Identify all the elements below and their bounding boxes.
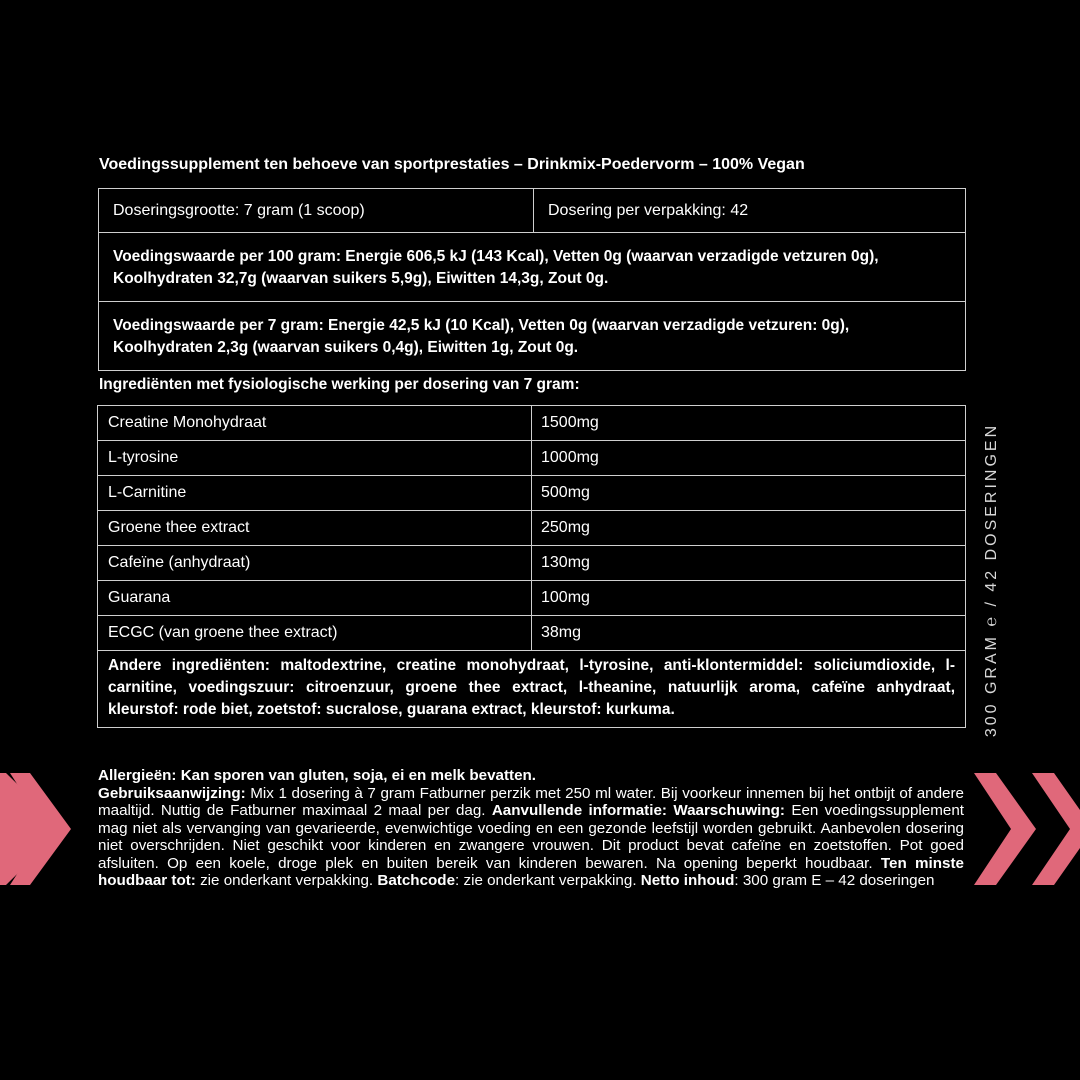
other-ingredients: Andere ingrediënten: maltodextrine, creatine monohydraat, l-tyrosine, anti-klontermiddel: soliciumdioxide, l-carnitine, voedingszuur: citroenzuur, groene thee extract, l-theanine, natuurlijk aroma, cafeïne anhydraat, kleurstof: rode biet, zoetstof: sucralose, guarana extract, kleurstof: kurkuma.	[108, 657, 955, 718]
ingredient-amount: 1500mg	[541, 414, 599, 431]
batch-text: : zie onderkant verpakking.	[455, 872, 641, 889]
table-row	[98, 546, 965, 581]
allergens: Allergieën: Kan sporen van gluten, soja, ei en melk bevatten.	[98, 767, 537, 784]
best-before-label: Ten minste houdbaar tot:	[98, 854, 964, 889]
ingredient-amount: 500mg	[541, 484, 590, 501]
ingredient-name: Creatine Monohydraat	[98, 406, 532, 440]
ingredient-name: Cafeïne (anhydraat)	[98, 546, 532, 580]
ingredient-name: Guarana	[98, 581, 532, 615]
ingredient-name: L-tyrosine	[98, 441, 532, 475]
chevron-right-icon	[0, 770, 75, 888]
serving-row	[99, 189, 965, 233]
info-block	[98, 767, 964, 890]
additional-label: Aanvullende informatie:	[491, 802, 667, 819]
table-row	[98, 511, 965, 546]
table-row	[98, 441, 965, 476]
net-text: : 300 gram E – 42 doseringen	[734, 872, 935, 889]
table-row	[98, 476, 965, 511]
ingredient-amount: 100mg	[541, 589, 590, 606]
servings-per-package: Dosering per verpakking: 42	[548, 201, 749, 219]
table-row	[98, 406, 965, 441]
table-row	[98, 581, 965, 616]
nutrition-table	[98, 188, 966, 371]
best-before-text: zie onderkant verpakking.	[195, 872, 378, 889]
nutrition-per-7g: Voedingswaarde per 7 gram: Energie 42,5 kJ (10 Kcal), Vetten 0g (waarvan verzadigde vetzuren: 0g), Koolhydraten 2,3g (waarvan suikers 0,4g), Eiwitten 1g, Zout 0g.	[99, 301, 965, 370]
net-label: Netto inhoud	[640, 872, 735, 889]
usage-text: Mix 1 dosering à 7 gram Fatburner perzik met 250 ml water. Bij voorkeur innemen bij het ontbijt of andere maaltijd. Nuttig de Fatburner maximaal 2 maal per dag.	[98, 784, 964, 819]
serving-size: Doseringsgrootte: 7 gram (1 scoop)	[99, 189, 534, 232]
ingredient-name: L-Carnitine	[98, 476, 532, 510]
ingredient-amount: 1000mg	[541, 449, 599, 466]
ingredient-name: ECGC (van groene thee extract)	[98, 616, 532, 650]
table-row	[98, 616, 965, 651]
warning-label: Waarschuwing:	[673, 802, 785, 819]
usage-label: Gebruiksaanwijzing:	[98, 784, 246, 802]
ingredient-amount: 38mg	[541, 624, 582, 641]
ingredients-heading: Ingrediënten met fysiologische werking per dosering van 7 gram:	[99, 376, 580, 393]
net-content-vertical	[978, 408, 1006, 752]
ingredients-table	[97, 405, 966, 728]
warning-text: Een voedingssupplement mag niet als vervanging van gevarieerde, evenwichtige voeding en een gezonde leefstijl worden gebruikt. Aanbevolen dosering niet overschrijden. Niet geschikt voor kinderen en zwangere vrouwen. Dit product bevat cafeïne en zoetstoffen. Pot goed afsluiten. Op een koele, droge plek en buiten bereik van kinderen bewaren. Na opening beperkt houdbaar.	[98, 802, 964, 872]
batch-label: Batchcode	[377, 872, 456, 889]
nutrition-per-100g: Voedingswaarde per 100 gram: Energie 606,5 kJ (143 Kcal), Vetten 0g (waarvan verzadigde vetzuren 0g), Koolhydraten 32,7g (waarvan suikers 5,9g), Eiwitten 14,3g, Zout 0g.	[113, 248, 879, 287]
ingredient-name: Groene thee extract	[98, 511, 532, 545]
ingredient-amount: 130mg	[541, 554, 590, 571]
label-heading: Voedingssupplement ten behoeve van sportprestaties – Drinkmix-Poedervorm – 100% Vegan	[99, 156, 805, 173]
ingredient-amount: 250mg	[541, 519, 590, 536]
chevron-right-icon	[974, 770, 1080, 888]
vertical-text: 300 GRAM ℮ / 42 DOSERINGEN	[983, 422, 1000, 738]
